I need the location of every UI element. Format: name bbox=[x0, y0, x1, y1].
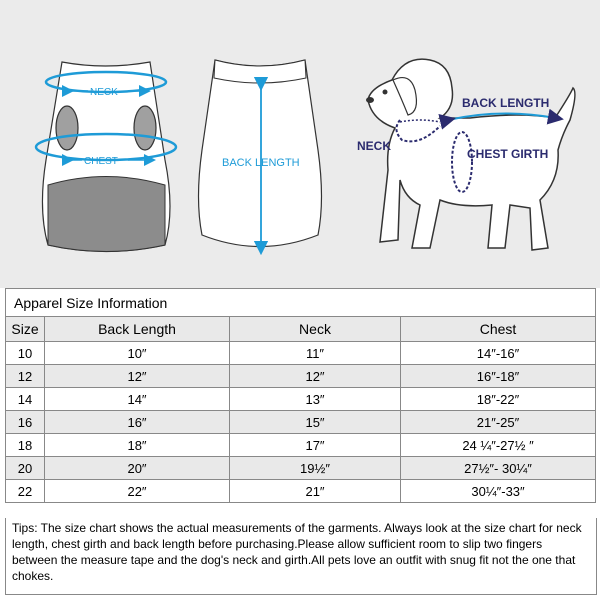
table-row bbox=[6, 411, 596, 434]
cell-chest: 18″-22″ bbox=[401, 388, 596, 411]
garment-front-drawing bbox=[36, 62, 176, 252]
header-size: Size bbox=[6, 317, 45, 342]
cell-neck: 21″ bbox=[230, 480, 401, 503]
illustration-panel bbox=[0, 0, 600, 288]
table-header-row bbox=[6, 317, 596, 342]
cell-neck: 11″ bbox=[230, 342, 401, 365]
table-row bbox=[6, 480, 596, 503]
illustration-drawing bbox=[0, 0, 600, 288]
cell-back-length: 20″ bbox=[45, 457, 230, 480]
neck-label: NECK bbox=[90, 87, 118, 98]
cell-back-length: 18″ bbox=[45, 434, 230, 457]
cell-size: 12 bbox=[6, 365, 45, 388]
dog-neck-label: NECK bbox=[357, 139, 392, 153]
cell-size: 10 bbox=[6, 342, 45, 365]
table-row bbox=[6, 388, 596, 411]
cell-neck: 19½″ bbox=[230, 457, 401, 480]
dog-drawing bbox=[357, 59, 575, 250]
table-row bbox=[6, 365, 596, 388]
cell-back-length: 22″ bbox=[45, 480, 230, 503]
cell-neck: 12″ bbox=[230, 365, 401, 388]
cell-chest: 30¼″-33″ bbox=[401, 480, 596, 503]
cell-size: 18 bbox=[6, 434, 45, 457]
chest-label: CHEST bbox=[84, 156, 118, 167]
cell-back-length: 14″ bbox=[45, 388, 230, 411]
cell-chest: 21″-25″ bbox=[401, 411, 596, 434]
header-chest: Chest bbox=[401, 317, 596, 342]
dog-chest-girth-label: CHEST GIRTH bbox=[467, 147, 549, 161]
cell-chest: 14″-16″ bbox=[401, 342, 596, 365]
table-title: Apparel Size Information bbox=[6, 289, 596, 317]
table-row bbox=[6, 457, 596, 480]
cell-size: 22 bbox=[6, 480, 45, 503]
header-neck: Neck bbox=[230, 317, 401, 342]
cell-size: 20 bbox=[6, 457, 45, 480]
cell-chest: 24 ¼″-27½ ″ bbox=[401, 434, 596, 457]
header-back-length: Back Length bbox=[45, 317, 230, 342]
cell-size: 16 bbox=[6, 411, 45, 434]
cell-neck: 13″ bbox=[230, 388, 401, 411]
table-row bbox=[6, 342, 596, 365]
cell-neck: 15″ bbox=[230, 411, 401, 434]
cell-back-length: 12″ bbox=[45, 365, 230, 388]
garment-back-drawing bbox=[199, 60, 322, 248]
back-length-label: BACK LENGTH bbox=[222, 157, 300, 169]
table-title-row bbox=[6, 289, 596, 317]
cell-neck: 17″ bbox=[230, 434, 401, 457]
cell-chest: 16″-18″ bbox=[401, 365, 596, 388]
cell-back-length: 16″ bbox=[45, 411, 230, 434]
cell-chest: 27½″- 30¼″ bbox=[401, 457, 596, 480]
cell-back-length: 10″ bbox=[45, 342, 230, 365]
size-table bbox=[5, 288, 596, 503]
tips-text: Tips: The size chart shows the actual measurements of the garments. Always look at the size chart for neck length, chest girth and back length before purchasing.Please allow sufficient room to slip two fingers between the measure tape and the dog's neck and girth.All pets love an outfit with snug fit not the one that chokes. bbox=[5, 518, 597, 595]
cell-size: 14 bbox=[6, 388, 45, 411]
table-row bbox=[6, 434, 596, 457]
dog-back-length-label: BACK LENGTH bbox=[462, 96, 550, 110]
